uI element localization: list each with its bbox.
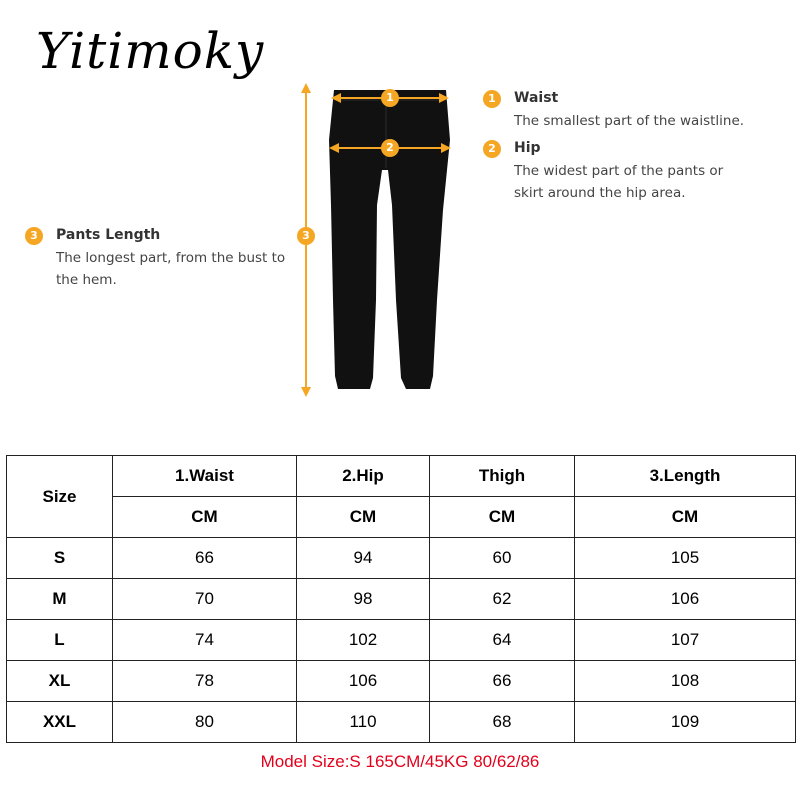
hip-note-title: Hip xyxy=(514,140,541,156)
table-row xyxy=(7,538,796,579)
length-note-title: Pants Length xyxy=(56,227,161,243)
length-value: 106 xyxy=(575,579,796,620)
table-unit-row xyxy=(7,497,796,538)
waist-note xyxy=(514,90,784,132)
unit-length: CM xyxy=(575,497,796,538)
thigh-value: 68 xyxy=(430,702,575,743)
waist-note-title: Waist xyxy=(514,90,559,106)
model-size-note: Model Size:S 165CM/45KG 80/62/86 xyxy=(260,752,540,771)
waist-value: 70 xyxy=(113,579,297,620)
table-row xyxy=(7,579,796,620)
length-value: 108 xyxy=(575,661,796,702)
length-value: 105 xyxy=(575,538,796,579)
pants-shape xyxy=(329,90,450,389)
waist-value: 74 xyxy=(113,620,297,661)
size-label: S xyxy=(7,538,113,579)
table-header-row xyxy=(7,456,796,497)
hip-marker-badge: 2 xyxy=(381,139,399,157)
hip-note xyxy=(514,140,744,204)
unit-thigh: CM xyxy=(430,497,575,538)
table-row xyxy=(7,702,796,743)
thigh-value: 62 xyxy=(430,579,575,620)
length-note-desc: The longest part, from the bust to the hem. xyxy=(56,250,286,288)
size-label: XXL xyxy=(7,702,113,743)
size-chart-table xyxy=(6,455,796,743)
hip-value: 94 xyxy=(297,538,430,579)
hip-value: 102 xyxy=(297,620,430,661)
size-label: L xyxy=(7,620,113,661)
length-marker-badge: 3 xyxy=(297,227,315,245)
size-label: M xyxy=(7,579,113,620)
hip-note-badge: 2 xyxy=(483,140,501,158)
table-row xyxy=(7,620,796,661)
waist-note-desc: The smallest part of the waistline. xyxy=(514,113,745,129)
table-row xyxy=(7,661,796,702)
brand-logo: Yitimoky xyxy=(36,22,265,80)
waist-value: 78 xyxy=(113,661,297,702)
waist-note-badge: 1 xyxy=(483,90,501,108)
thigh-value: 66 xyxy=(430,661,575,702)
hip-note-desc: The widest part of the pants or skirt around the hip area. xyxy=(514,163,724,201)
waist-marker-badge: 1 xyxy=(381,89,399,107)
length-value: 109 xyxy=(575,702,796,743)
size-column-header: Size xyxy=(7,456,113,538)
column-header-hip: 2.Hip xyxy=(297,456,430,497)
length-note xyxy=(56,227,296,291)
hip-value: 98 xyxy=(297,579,430,620)
length-note-badge: 3 xyxy=(25,227,43,245)
waist-value: 66 xyxy=(113,538,297,579)
unit-waist: CM xyxy=(113,497,297,538)
thigh-value: 60 xyxy=(430,538,575,579)
waist-value: 80 xyxy=(113,702,297,743)
column-header-waist: 1.Waist xyxy=(113,456,297,497)
thigh-value: 64 xyxy=(430,620,575,661)
length-value: 107 xyxy=(575,620,796,661)
unit-hip: CM xyxy=(297,497,430,538)
size-label: XL xyxy=(7,661,113,702)
hip-value: 110 xyxy=(297,702,430,743)
hip-value: 106 xyxy=(297,661,430,702)
column-header-length: 3.Length xyxy=(575,456,796,497)
column-header-thigh: Thigh xyxy=(430,456,575,497)
